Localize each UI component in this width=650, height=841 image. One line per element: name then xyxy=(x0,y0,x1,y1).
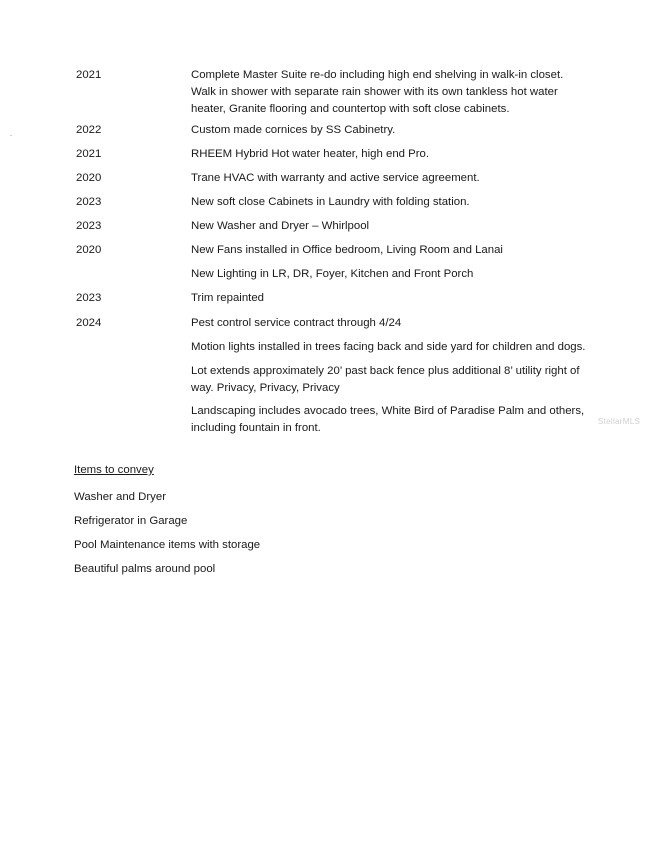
watermark: StellarMLS xyxy=(598,417,641,426)
entry-year: 2023 xyxy=(76,292,102,304)
convey-item: Pool Maintenance items with storage xyxy=(74,539,261,551)
entry-text: New Lighting in LR, DR, Foyer, Kitchen and Front Porch xyxy=(191,268,474,280)
entry-year: 2022 xyxy=(76,124,102,136)
entry-year: 2023 xyxy=(76,220,102,232)
entry-year: 2021 xyxy=(76,69,102,81)
entry-year: 2020 xyxy=(76,172,102,184)
entry-year: 2020 xyxy=(76,244,102,256)
entry-year: 2024 xyxy=(76,317,102,329)
entry-year: 2023 xyxy=(76,196,102,208)
convey-item: Refrigerator in Garage xyxy=(74,515,188,527)
convey-heading: Items to convey xyxy=(74,464,154,476)
scan-speck xyxy=(10,135,12,136)
entry-text: RHEEM Hybrid Hot water heater, high end Pro. xyxy=(191,148,430,160)
entry-text: Trim repainted xyxy=(191,292,265,304)
entry-text: New Washer and Dryer – Whirlpool xyxy=(191,220,370,232)
entry-text: Complete Master Suite re-do including high end shelving in walk-in closet. Walk in shower with separate rain shower with its own tankless hot water heater, Granite flooring and countertop with soft close cabinets. xyxy=(191,69,564,115)
entry-text: Motion lights installed in trees facing back and side yard for children and dogs. xyxy=(191,341,586,353)
entry-text: Landscaping includes avocado trees, White Bird of Paradise Palm and others, including fountain in front. xyxy=(191,405,585,434)
entry-text: Pest control service contract through 4/24 xyxy=(191,317,402,329)
entry-text: Custom made cornices by SS Cabinetry. xyxy=(191,124,396,136)
convey-item: Washer and Dryer xyxy=(74,491,166,503)
entry-text: New soft close Cabinets in Laundry with folding station. xyxy=(191,196,470,208)
convey-item: Beautiful palms around pool xyxy=(74,563,216,575)
entry-year: 2021 xyxy=(76,148,102,160)
entry-text: New Fans installed in Office bedroom, Living Room and Lanai xyxy=(191,244,503,256)
entry-text: Lot extends approximately 20’ past back fence plus additional 8’ utility right of way. Privacy, Privacy, Privacy xyxy=(191,365,580,394)
entry-text: Trane HVAC with warranty and active service agreement. xyxy=(191,172,480,184)
